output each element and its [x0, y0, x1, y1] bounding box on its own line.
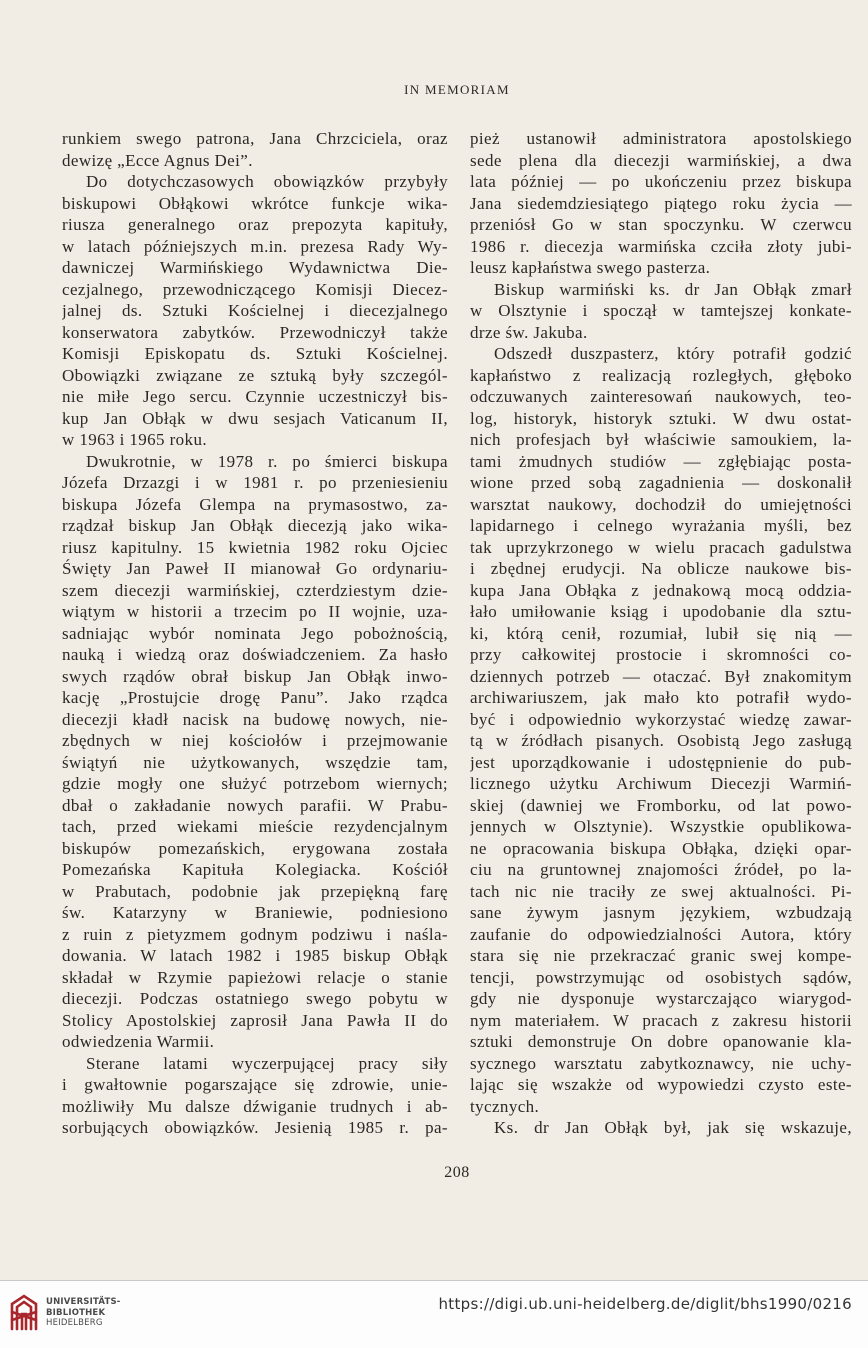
text-line: dbał o zakładanie nowych parafii. W Prabu-: [62, 795, 448, 815]
text-line: jennych w Olsztynie). Wszystkie opublikowa-: [470, 817, 852, 836]
text-line: biskupa Józefa Glempa na prymasostwo, za-: [62, 494, 448, 514]
text-line: sorbujących obowiązków. Jesienią 1985 r. pa-: [62, 1118, 448, 1137]
text-line: dziennych potrzeb — otaczać. Był znakomitym: [470, 666, 852, 686]
text-line: gdy nie dysponuje wystarczająco wiarygod-: [470, 989, 852, 1008]
text-line: świątyń nie użytkowanych, wszędzie tam,: [62, 752, 448, 772]
text-line: lata później — po ukończeniu przez biskupa: [470, 172, 852, 191]
text-line: Święty Jan Paweł II mianował Go ordynariu-: [62, 559, 448, 578]
column-left: [62, 128, 448, 1139]
text-line: św. Katarzyny w Braniewie, podniesiono: [62, 903, 448, 922]
text-line: odwiedzenia Warmii.: [62, 1032, 215, 1051]
text-line: archiwariuszem, jak mało kto potrafił wydo-: [470, 688, 852, 707]
text-line: drze św. Jakuba.: [470, 322, 588, 342]
text-line: Odszedł duszpasterz, który potrafił godzić: [494, 344, 852, 363]
text-line: przeniósł Go w stan spoczynku. W czerwcu: [470, 215, 852, 234]
logo-text-line: BIBLIOTHEK: [46, 1307, 106, 1318]
text-line: Obowiązki związane ze sztuką były szczegól-: [62, 365, 448, 385]
text-line: pież ustanowił administratora apostolskiego: [470, 129, 852, 148]
text-line: łało umiłowanie ksiąg i upodobanie dla sztu-: [470, 602, 852, 621]
text-line: jest uporządkowanie i udostępnienie do pub-: [470, 752, 852, 772]
text-line: kację „Prostujcie drogę Panu”. Jako rządca: [62, 688, 448, 707]
text-line: nich profesjach był właściwie samoukiem, la-: [470, 430, 852, 449]
text-line: zbędnych w niej kościołów i przejmowanie: [62, 731, 448, 750]
text-line: ciu na gruntownej znajomości źródeł, po la-: [470, 860, 852, 879]
paragraph: [470, 343, 852, 1117]
text-line: Jana siedemdziesiątego piątego roku życia —: [470, 193, 852, 213]
paragraph: [470, 1117, 852, 1139]
paragraph: [470, 128, 852, 279]
text-line: tencji, powstrzymując od osobistych sądów,: [470, 967, 852, 987]
text-line: nauką i wiedzą oraz doświadczeniem. Za hasło: [62, 645, 448, 664]
text-line: i zbędnej erudycji. Na oblicze naukowe bis-: [470, 559, 852, 578]
text-line: ne opracowania biskupa Obłąka, dzięki opar-: [470, 838, 852, 858]
logo-text-line: HEIDELBERG: [46, 1318, 103, 1328]
text-line: rządzał biskup Jan Obłąk diecezją jako wika-: [62, 516, 448, 535]
text-line: sane żywym jasnym językiem, wzbudzają: [470, 903, 852, 922]
text-line: Sterane latami wyczerpującej pracy siły: [86, 1053, 448, 1073]
text-line: riusza generalnego oraz prepozyta kapituły,: [62, 215, 448, 234]
text-line: Biskup warmiński ks. dr Jan Obłąk zmarł: [494, 279, 852, 299]
text-line: z ruin z pietyzmem godnym podziwu i naśla-: [62, 924, 448, 944]
text-line: zaufanie do odpowiedzialności Autora, który: [470, 924, 852, 944]
text-line: przy całkowitej prostocie i skromności co-: [470, 645, 852, 664]
library-logo-icon: [8, 1292, 40, 1332]
text-line: kup Jan Obłąk w dwu sesjach Vaticanum II,: [62, 408, 448, 428]
text-line: Do dotychczasowych obowiązków przybyły: [86, 172, 448, 191]
text-line: kapłaństwo z realizacją rozległych, głęboko: [470, 365, 852, 385]
text-line: tach nic nie traciły ze swej aktualności. Pi-: [470, 881, 852, 901]
text-line: dawniczej Warmińskiego Wydawnictwa Die-: [62, 258, 448, 277]
text-line: i gwałtownie pogarszające się zdrowie, unie-: [62, 1075, 448, 1094]
text-line: możliwiły Mu dalsze dźwiganie trudnych i ab-: [62, 1096, 448, 1116]
text-line: tach, przed wiekami mieście rezydencjalnym: [62, 817, 448, 836]
logo-text-line: UNIVERSITÄTS-: [46, 1297, 121, 1307]
footer-url: https://digi.ub.uni-heidelberg.de/diglit/bhs1990/0216: [438, 1295, 852, 1313]
text-line: skiej (dawniej we Fromborku, od lat powo-: [470, 795, 852, 815]
paragraph: [62, 1053, 448, 1139]
text-line: runkiem swego patrona, Jana Chrzciciela, oraz: [62, 129, 448, 148]
text-line: biskupowi Obłąkowi wkrótce funkcje wika-: [62, 193, 448, 213]
text-line: szem diecezji warmińskiej, czterdziestym dzie-: [62, 580, 448, 600]
text-line: stara się nie przekraczać granic swej kompe-: [470, 946, 852, 965]
page-number: 208: [444, 1164, 470, 1181]
text-line: tak uprzykrzonego w wielu pracach gadulstwa: [470, 537, 852, 557]
paragraph: [62, 451, 448, 1053]
text-line: lapidarnego i celnego wyrażania myśli, bez: [470, 516, 852, 535]
text-line: w Prabutach, podobnie jak przepiękną farę: [62, 881, 448, 901]
text-line: Komisji Episkopatu ds. Sztuki Kościelnej.: [62, 344, 448, 363]
text-line: Pomezańska Kapituła Kolegiacka. Kościół: [62, 860, 448, 879]
footer: [0, 1280, 868, 1348]
running-head: IN MEMORIAM: [404, 82, 510, 97]
text-line: nie miłe Jego sercu. Czynnie uczestniczył bis-: [62, 387, 448, 406]
text-line: Ks. dr Jan Obłąk był, jak się wskazuje,: [494, 1118, 852, 1137]
text-line: odczuwanych zainteresowań naukowych, teo-: [470, 387, 852, 406]
text-line: nym materiałem. W pracach z zakresu historii: [470, 1010, 852, 1030]
text-line: kupa Jana Obłąka z jednakową mocą oddzia-: [470, 580, 852, 600]
text-line: cezjalnego, przewodniczącego Komisji Diecez-: [62, 279, 448, 299]
text-line: lając się wszakże od wypowiedzi czysto este-: [470, 1075, 852, 1094]
text-line: dowania. W latach 1982 i 1985 biskup Obłąk: [62, 946, 448, 965]
text-line: Józefa Drzazgi i w 1981 r. po przeniesieniu: [62, 473, 448, 492]
text-line: tami żmudnych studiów — zgłębiając posta-: [470, 451, 852, 471]
text-line: w latach późniejszych m.in. prezesa Rady Wy-: [62, 236, 448, 256]
text-line: diecezji. Podczas ostatniego swego pobytu w: [62, 989, 448, 1008]
text-line: w 1963 i 1965 roku.: [62, 430, 208, 449]
paragraph: [62, 128, 448, 171]
logo-text: [46, 1297, 121, 1329]
text-line: warsztat naukowy, dochodził do umiejętności: [470, 494, 852, 514]
text-line: licznego użytku Archiwum Diecezji Warmiń-: [470, 774, 852, 793]
text-line: leusz kapłaństwa swego pasterza.: [470, 258, 711, 277]
text-line: diecezji kładł nacisk na budowę nowych, nie-: [62, 709, 448, 729]
text-line: ki, którą cenił, rozumiał, lubił się nią —: [470, 623, 852, 643]
text-line: gdzie mogły one służyć potrzebom wiernych;: [62, 774, 448, 793]
paragraph: [470, 279, 852, 344]
text-line: sztuki demonstruje On dobre opanowanie kla-: [470, 1032, 852, 1051]
text-line: sycznego warsztatu zabytkoznawcy, nie uchy-: [470, 1053, 852, 1073]
text-line: log, historyk, historyk sztuki. W dwu ostat-: [470, 408, 852, 428]
text-line: wione przed sobą zagadnienia — doskonalił: [470, 473, 852, 492]
text-line: tycznych.: [470, 1096, 540, 1116]
text-line: Stolicy Apostolskiej zaprosił Jana Pawła II do: [62, 1010, 448, 1030]
text-line: swych rządów obrał biskup Jan Obłąk inwo-: [62, 666, 448, 686]
text-line: wiątym w historii a trzecim po II wojnie, uza-: [62, 602, 448, 621]
text-line: biskupów pomezańskich, erygowana została: [62, 838, 448, 858]
text-line: tą w źródłach pisanych. Osobistą Jego zasługą: [470, 731, 852, 750]
text-line: jalnej ds. Sztuki Kościelnej i diecezjalnego: [62, 301, 448, 320]
text-line: być i odpowiednio wykorzystać wiedzę zawar-: [470, 709, 852, 729]
text-line: sadniając wybór nominata Jego pobożnością,: [62, 623, 448, 643]
text-line: dewizę „Ecce Agnus Dei”.: [62, 150, 253, 170]
column-right: [470, 128, 852, 1139]
text-line: 1986 r. diecezja warmińska czciła złoty jubi-: [470, 236, 852, 256]
text-line: składał w Rzymie papieżowi relacje o stanie: [62, 967, 448, 987]
text-line: Dwukrotnie, w 1978 r. po śmierci biskupa: [86, 451, 448, 471]
text-line: konserwatora zabytków. Przewodniczył także: [62, 322, 448, 342]
paragraph: [62, 171, 448, 451]
text-line: sede plena dla diecezji warmińskiej, a dwa: [470, 150, 852, 170]
text-line: w Olsztynie i spoczął w tamtejszej konkate-: [470, 301, 852, 320]
text-line: riusz kapitulny. 15 kwietnia 1982 roku Ojciec: [62, 537, 448, 557]
